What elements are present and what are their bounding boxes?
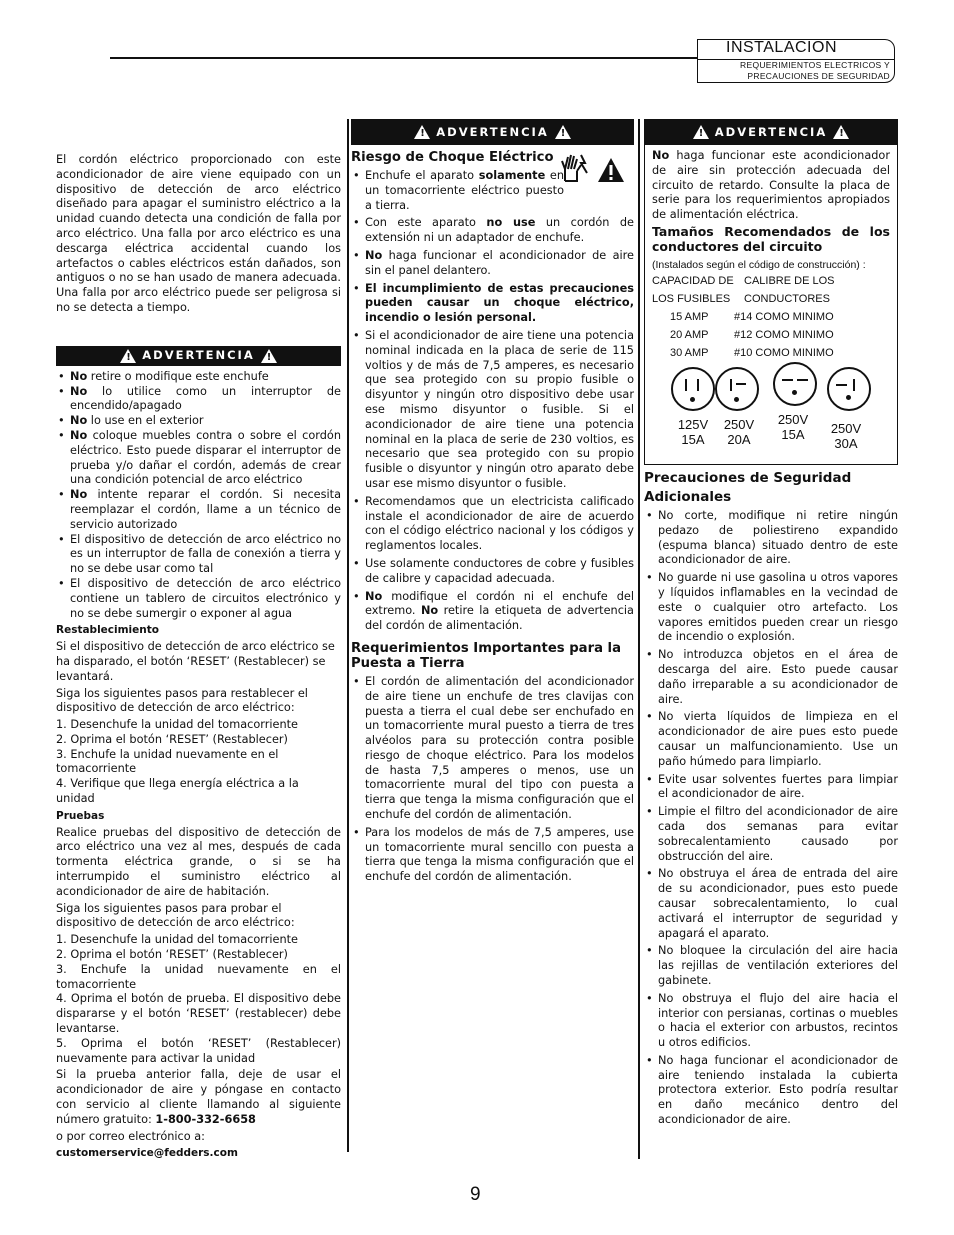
list-item [351,495,634,554]
list-item: • Evite usar solventes fuertes para limpiar el acondicionador de aire. [644,773,898,803]
test-para-2: Siga los siguientes pasos para probar el dispositivo de detección de arco eléctrico: [56,901,295,930]
column-3-lower [644,469,898,1131]
conductor-gauge: #14 COMO MINIMO [734,311,834,324]
list-item: 3. Enchufe la unidad nuevamente en el tomacorriente [56,962,341,991]
list-item [56,370,341,385]
warning-banner: ! ADVERTENCIA ! [56,346,341,366]
outlet-250v-15a-icon [773,362,817,406]
email-intro: o por correo electrónico a: [56,1129,205,1143]
table-row [652,344,890,362]
bold-lead: No [70,428,88,442]
list-item [351,249,634,279]
list-item [56,577,341,621]
bold-lead: No [70,414,88,428]
email-link[interactable]: customerservice@fedders.com [56,1147,238,1160]
list-item [56,533,341,577]
item-text: modifique el cordón ni el enchufe del extremo. [365,589,634,618]
test-para-1: Realice pruebas del dispositivo de detección de arco eléctrico una vez al mes, después de cada tormenta eléctrica grande, o si se ha interrumpido el suministro eléctrico al acondicionador de aire de habitación. [56,825,341,898]
reset-steps [56,718,341,807]
list-item [351,282,634,326]
outlet-125v-15a-icon [671,367,715,411]
list-item [351,216,634,246]
list-item: 1. Desenchufe la unidad del tomacorriente [56,718,298,732]
bold-lead: No [70,488,88,502]
conductor-gauge: #12 COMO MINIMO [734,329,834,342]
list-item [351,169,634,213]
list-item: 4. Verifique que llega energía eléctrica a la unidad [56,777,299,806]
fuse-capacity: 15 AMP [670,311,709,324]
page-number: 9 [470,1184,481,1205]
item-text: intente reparar el cordón. Si necesita reemplazar el cordón, llame a un técnico de servicio autorizado [70,488,341,531]
sizes-note: (Instalados según el código de construcción) : [652,258,866,271]
item-text: lo utilice como un interruptor de encendido/apagado [70,384,341,413]
warning-banner: ! ADVERTENCIA ! [644,119,898,145]
list-item: • No corte, modifique ni retire ningún pedazo de poliestireno expandido (espuma blanca) situado dentro de este acondicionador de aire. [644,509,898,568]
bold-text: no use [486,216,536,230]
table-row [652,308,890,326]
shock-title: Riesgo de Choque Eléctrico [351,150,554,165]
conductor-sizes-title: Tamaños Recomendados de los conductores del circuito [652,223,890,254]
column-2 [351,119,634,888]
item-text: Enchufe el aparato [365,169,479,182]
list-item [56,414,341,429]
table-header-row: LOS FUSIBLES CONDUCTORES [652,293,830,306]
bold-text: solamente [478,169,546,182]
list-item: • No vierta líquidos de limpieza en el acondicionador de aire pues esto puede causar un malfuncionamiento. Use un paño húmedo para limpiarlo. [644,710,898,769]
bold-text: El incumplimiento de estas precauciones pueden causar un choque eléctrico, incendio o lesión personal. [365,281,634,325]
list-item [56,488,341,532]
list-item: • No bloquee la circulación del aire hacia las rejillas de ventilación exteriores del gabinete. [644,944,898,988]
phone-number[interactable]: 1-800-332-6658 [155,1112,256,1126]
list-item: 2. Oprima el botón ‘RESET’ (Restablecer) [56,948,288,962]
list-item: • No introduzca objetos en el área de descarga del aire. Esto puede causar daño irreparable a su acondicionador de aire. [644,648,898,707]
item-text: Use solamente conductores de cobre y fusibles de calibre y capacidad adecuada. [365,556,634,585]
list-item: 4. Oprima el botón de prueba. El dispositivo debe dispararse y el botón ‘RESET’ (restablecer) debe levantarse. [56,992,341,1036]
ground-title: Requerimientos Importantes para la Puesta a Tierra [351,640,621,671]
item-text: Si el acondicionador de aire tiene una potencia nominal indicada en la placa de serie de 115 voltios y de más de 7,5 amperes, es necesario que sea protegido con su propio fusible o disyuntor y ningún otro dispositivo debe usar ese mismo disyuntor o fusible. Si el acondicionador de aire tiene una potencia nominal en la placa de serie de 230 voltios, es necesario que sea protegido con su propio fusible o disyuntor y ningún otro aparato debe usar ese mismo disyuntor o fusible. [365,328,634,490]
list-item: • No obstruya el flujo del aire hacia el interior con persianas, cortinas o muebles o hacia el exterior con arbustos, recintos u otros edificios. [644,992,898,1051]
item-text: El dispositivo de detección de arco eléctrico contiene un tablero de circuitos electrónico y no se debe sumergir o exponer al agua [70,576,341,620]
bold-text: No [420,604,439,618]
additional-precautions-title: Precauciones de Seguridad Adicionales [644,470,852,505]
column-1 [56,153,341,1161]
section-title: INSTALACION [726,39,837,56]
warning-icon [833,125,849,139]
list-item: 3. Enchufe la unidad nuevamente en el tomacorriente [56,747,279,776]
reset-para-2: Siga los siguientes pasos para restablecer el dispositivo de detección de arco eléctrico: [56,686,308,715]
shock-list [351,169,634,634]
item-text: retire la etiqueta de advertencia del cordón de alimentación. [365,604,634,633]
item-text: Recomendamos que un electricista calificado instale el acondicionador de aire de acuerdo con el código eléctrico nacional y los códigos y reglamentos locales. [365,494,634,553]
conductor-table [652,272,890,362]
warning-icon [693,125,709,139]
outlet-250v-30a-icon [827,367,871,411]
column-3 [644,119,898,462]
list-item [351,590,634,634]
list-item [351,329,634,492]
header-rule [110,57,697,59]
reset-title: Restablecimiento [56,624,159,637]
list-item: 2. Oprima el botón ‘RESET’ (Restablecer) [56,732,288,746]
item-text: un cordón de extensión ni un adaptador de enchufe. [365,216,634,245]
list-item [56,429,341,488]
circuit-protection-text: No haga funcionar este acondicionador de aire sin protección adecuada del circuito de retardo. Consulte la placa de serie para los requerimientos apropiados de alimentación eléctrica. [652,149,890,222]
bold-text: No [365,248,383,262]
list-item: • No obstruya el área de entrada del aire de su acondicionador, pues esto puede causar sobrecalentamiento, lo cual activará el interruptor de seguridad y apagará el aparato. [644,867,898,941]
list-item: • No haga funcionar el acondicionador de aire teniendo instalada la cubierta protectora exterior. Esto podría resultar en daño mecánico dentro del acondicionador de aire. [644,1054,898,1128]
item-text: El dispositivo de detección de arco eléctrico no es un interruptor de falla de conexión a tierra y no se debe usar como tal [70,532,341,576]
list-item: 1. Desenchufe la unidad del tomacorriente [56,933,298,947]
outlet-label: 250V 20A [723,417,755,448]
fuse-capacity: 30 AMP [670,347,709,360]
item-text: coloque muebles contra o sobre el cordón eléctrico. Esto puede disparar el interruptor de prueba y/o dañar el cordón, además de crear una condición potencial de arco eléctrico [70,428,341,487]
arc-intro: El cordón eléctrico proporcionado con este acondicionador de aire viene equipado con un dispositivo de detección de arco eléctrico diseñado para apagar el suministro eléctrico a la unidad cuando detecta una condición de falla por arco eléctrico. Una falla por arco eléctrico es una descarga eléctrica accidental cuando los artefactos o cables eléctricos están dañados, son antiguos o no se han usado de manera adecuada. Una falla por arco eléctrico puede ser peligrosa si no se detecta a tiempo. [56,153,341,314]
arc-warning-list [56,370,341,622]
fuse-capacity: 20 AMP [670,329,709,342]
warning-banner: ! ADVERTENCIA ! [351,119,634,145]
item-text: Con este aparato [365,216,487,230]
fail-para: Si la prueba anterior falla, deje de usar el acondicionador de aire y póngase en contacto con servicio al cliente llamando al siguiente número gratuito: 1-800-332-6658 [56,1068,341,1126]
outlet-label: 250V 15A [777,412,809,443]
additional-precautions-list [644,509,898,1128]
item-text: haga funcionar el acondicionador de aire sin el panel delantero. [365,248,634,277]
warning-icon [261,349,277,363]
list-item [56,385,341,415]
item-text: en un tomacorriente eléctrico puesto a tierra. [365,169,565,212]
section-subtitle: REQUERIMIENTOS ELECTRICOS Y PRECAUCIONES DE SEGURIDAD [740,60,890,81]
list-item: 5. Oprima el botón ‘RESET’ (Restablecer) nuevamente para activar la unidad [56,1036,341,1065]
list-item [351,557,634,587]
test-title: Pruebas [56,809,105,822]
warning-icon [414,125,430,139]
bold-lead: No [70,384,88,398]
list-item: • Para los modelos de más de 7,5 amperes, use un tomacorriente mural sencillo con puesta a tierra que tenga la misma configuración que el enchufe del cordón de alimentación. [351,826,634,885]
list-item: • Limpie el filtro del acondicionador de aire cada dos semanas para evitar sobrecalentamiento causado por obstrucción del aire. [644,805,898,864]
outlet-diagrams [644,362,898,462]
table-row [652,326,890,344]
table-header-row: CAPACIDAD DE CALIBRE DE LOS [652,275,835,288]
warning-icon [120,349,136,363]
ground-list [351,675,634,885]
outlet-label: 125V 15A [677,417,709,448]
column-rule-left [347,119,349,1152]
bold-lead: No [70,369,88,383]
column-rule-right [638,119,640,1159]
section-tab [697,39,895,83]
outlet-label: 250V 30A [830,421,862,452]
conductor-gauge: #10 COMO MINIMO [734,347,834,360]
list-item: • El cordón de alimentación del acondicionador de aire tiene un enchufe de tres clavijas con puesta a tierra el cual debe ser enchufado en un tomacorriente mural puesto a tierra de tres alvéolos para su protección contra posible riesgo de choque eléctrico. Para los modelos de hasta 7,5 amperes o menos, use un tomacorriente mural del tipo con puesta a tierra que tenga la misma configuración que el enchufe del cordón de alimentación. [351,675,634,823]
item-text: lo use en el exterior [87,414,204,428]
list-item: • No guarde ni use gasolina u otros vapores y líquidos inflamables en la vecindad de este o cualquier otro artefacto. Los vapores emitidos pueden crear un riesgo de incendio o explosión. [644,571,898,645]
outlet-250v-20a-icon [715,367,759,411]
reset-para-1: Si el dispositivo de detección de arco eléctrico se ha disparado, el botón ‘RESET’ (Restablecer) se levantará. [56,640,335,683]
item-text: retire o modifique este enchufe [87,369,269,383]
bold-text: No [365,589,383,603]
test-steps [56,933,341,1066]
warning-icon [555,125,571,139]
